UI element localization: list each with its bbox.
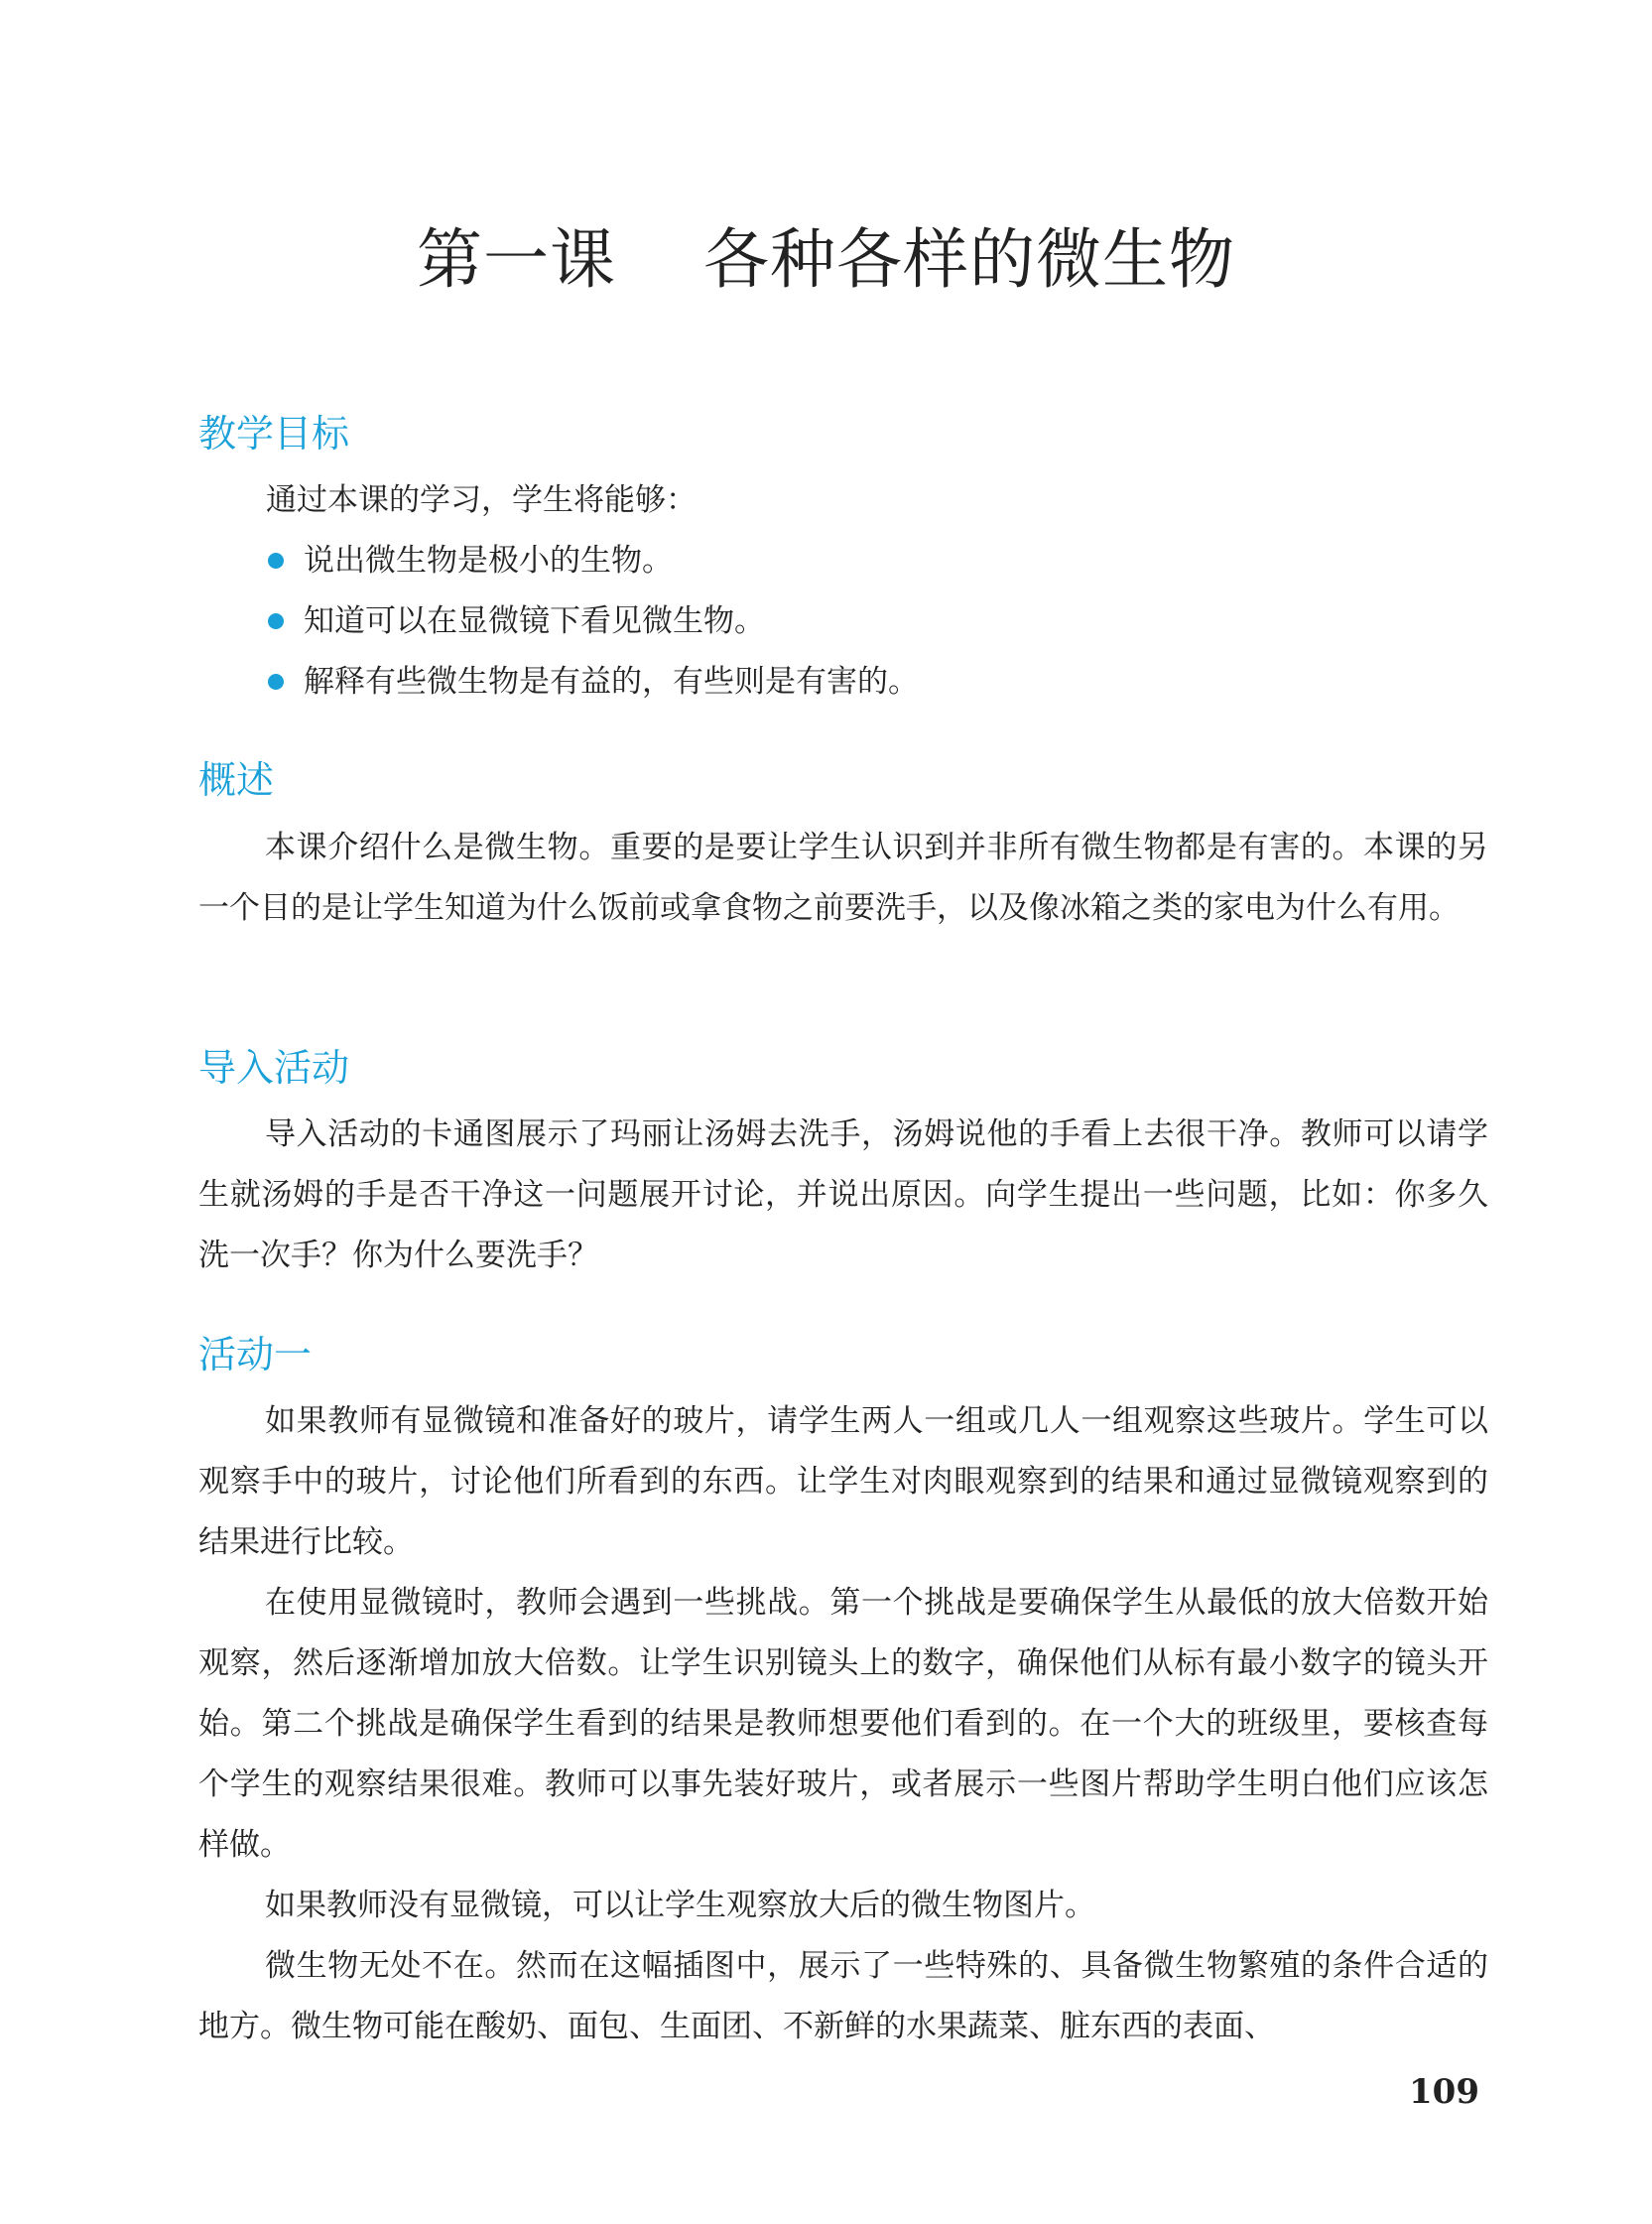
- bullet-text: 说出微生物是极小的生物。: [304, 543, 673, 579]
- list-item: [266, 652, 1457, 713]
- heading-intro-activity: 导入活动: [198, 1046, 350, 1090]
- bullet-dot-icon: [268, 613, 284, 629]
- activity1-paragraph-4: 微生物无处不在。然而在这幅插图中，展示了一些特殊的、具备微生物繁殖的条件合适的地方。微生物可能在酸奶、面包、生面团、不新鲜的水果蔬菜、脏东西的表面、: [198, 1948, 1488, 2044]
- heading-activity-1: 活动一: [198, 1333, 313, 1376]
- intro-activity-paragraph: 导入活动的卡通图展示了玛丽让汤姆去洗手，汤姆说他的手看上去很干净。教师可以请学生就汤姆的手是否干净这一问题展开讨论，并说出原因。向学生提出一些问题，比如：你多久洗一次手？你为什么要洗手？: [198, 1116, 1488, 1273]
- bullet-text: 知道可以在显微镜下看见微生物。: [304, 603, 765, 639]
- heading-objectives: 教学目标: [198, 412, 350, 456]
- bullet-dot-icon: [268, 553, 284, 569]
- objectives-intro: 通过本课的学习，学生将能够：: [266, 482, 697, 518]
- objectives-list: [266, 531, 1457, 713]
- bullet-text: 解释有些微生物是有益的，有些则是有害的。: [304, 664, 919, 700]
- list-item: [266, 591, 1457, 652]
- activity1-paragraph-2: 在使用显微镜时，教师会遇到一些挑战。第一个挑战是要确保学生从最低的放大倍数开始观察，然后逐渐增加放大倍数。让学生识别镜头上的数字，确保他们从标有最小数字的镜头开始。第二个挑战是确保学生看到的结果是教师想要他们看到的。在一个大的班级里，要核查每个学生的观察结果很难。教师可以事先装好玻片，或者展示一些图片帮助学生明白他们应该怎样做。: [198, 1585, 1488, 1863]
- activity1-paragraph-3: 如果教师没有显微镜，可以让学生观察放大后的微生物图片。: [265, 1888, 1095, 1923]
- bullet-dot-icon: [268, 674, 284, 690]
- lesson-title: 第一课 各种各样的微生物: [417, 221, 1235, 298]
- overview-paragraph: 本课介绍什么是微生物。重要的是要让学生认识到并非所有微生物都是有害的。本课的另一个目的是让学生知道为什么饭前或拿食物之前要洗手，以及像冰箱之类的家电为什么有用。: [198, 830, 1488, 926]
- heading-overview: 概述: [198, 758, 275, 802]
- page-number: 109: [1409, 2072, 1479, 2112]
- activity1-paragraph-1: 如果教师有显微镜和准备好的玻片，请学生两人一组或几人一组观察这些玻片。学生可以观察手中的玻片，讨论他们所看到的东西。让学生对肉眼观察到的结果和通过显微镜观察到的结果进行比较。: [198, 1403, 1488, 1560]
- list-item: [266, 531, 1457, 591]
